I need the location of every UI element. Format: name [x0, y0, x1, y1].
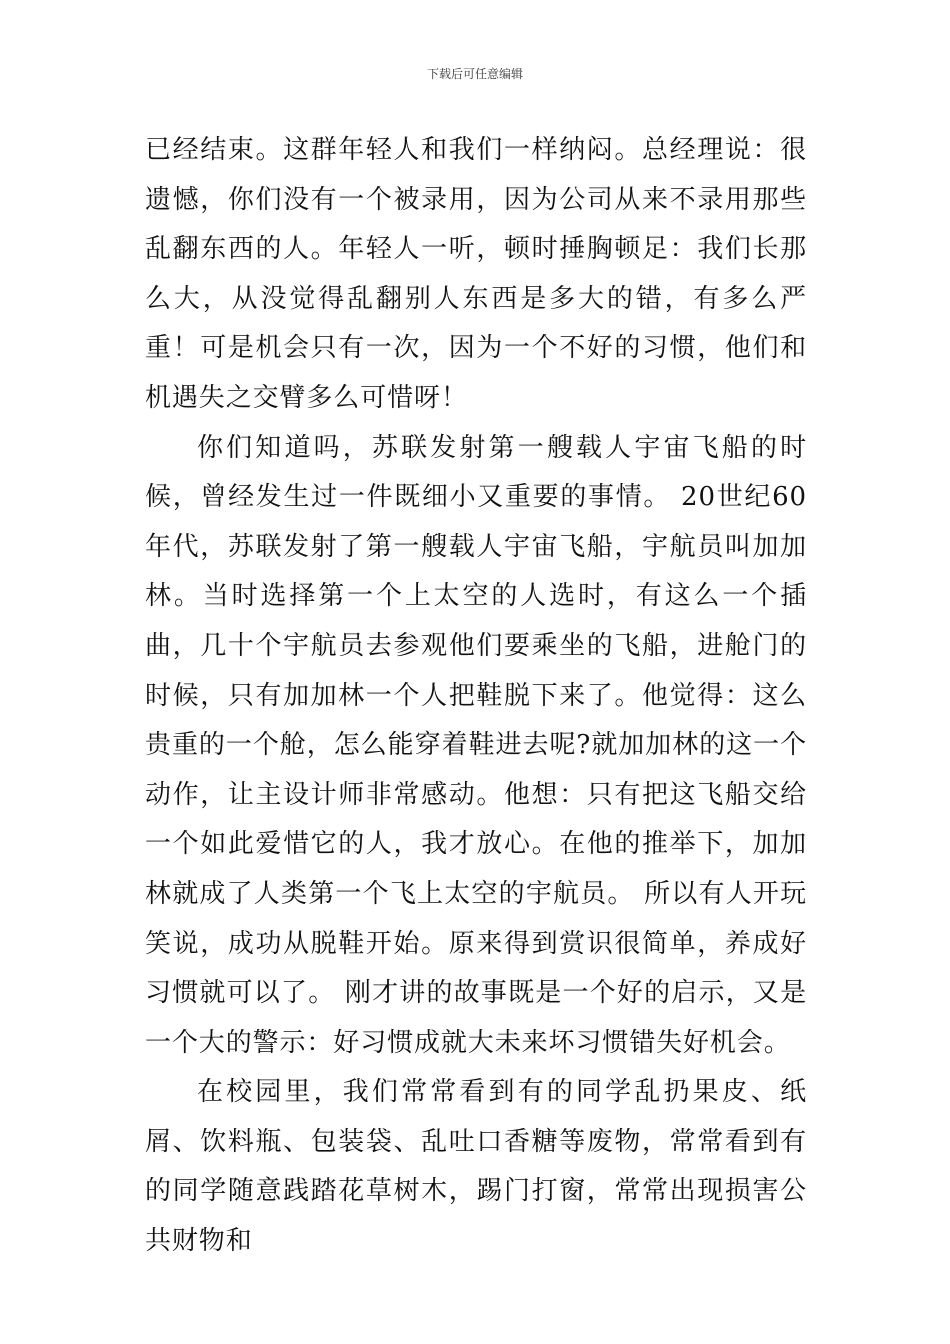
page-header: 下载后可任意编辑	[426, 67, 523, 81]
paragraph-1: 已经结束。这群年轻人和我们一样纳闷。总经理说：很遗憾，你们没有一个被录用，因为公司从来不录用那些乱翻东西的人。年轻人一听，顿时捶胸顿足：我们长那么大，从没觉得乱翻别人东西是多大的错，有多么严重！可是机会只有一次，因为一个不好的习惯，他们和机遇失之交臂多么可惜呀！	[145, 135, 807, 413]
paragraph-2: 你们知道吗，苏联发射第一艘载人宇宙飞船的时候，曾经发生过一件既细小又重要的事情。 20世纪60年代，苏联发射了第一艘载人宇宙飞船，宇航员叫加加林。当时选择第一个上太空的人选时，有这么一个插曲，几十个宇航员去参观他们要乘坐的飞船，进舱门的时候，只有加加林一个人把鞋脱下来了。他觉得：这么贵重的一个舱，怎么能穿着鞋进去呢?就加加林的这一个动作，让主设计师非常感动。他想：只有把这飞船交给一个如此爱惜它的人，我才放心。在他的推举下，加加林就成了人类第一个飞上太空的宇航员。 所以有人开玩笑说，成功从脱鞋开始。原来得到赏识很简单，养成好习惯就可以了。 刚才讲的故事既是一个好的启示，又是一个大的警示：好习惯成就大未来坏习惯错失好机会。	[145, 432, 807, 1058]
document-body	[145, 126, 807, 1267]
paragraph-3: 在校园里，我们常常看到有的同学乱扔果皮、纸屑、饮料瓶、包装袋、乱吐口香糖等废物，常常看到有的同学随意践踏花草树木，踢门打窗，常常出现损害公共财物和	[145, 1077, 807, 1257]
